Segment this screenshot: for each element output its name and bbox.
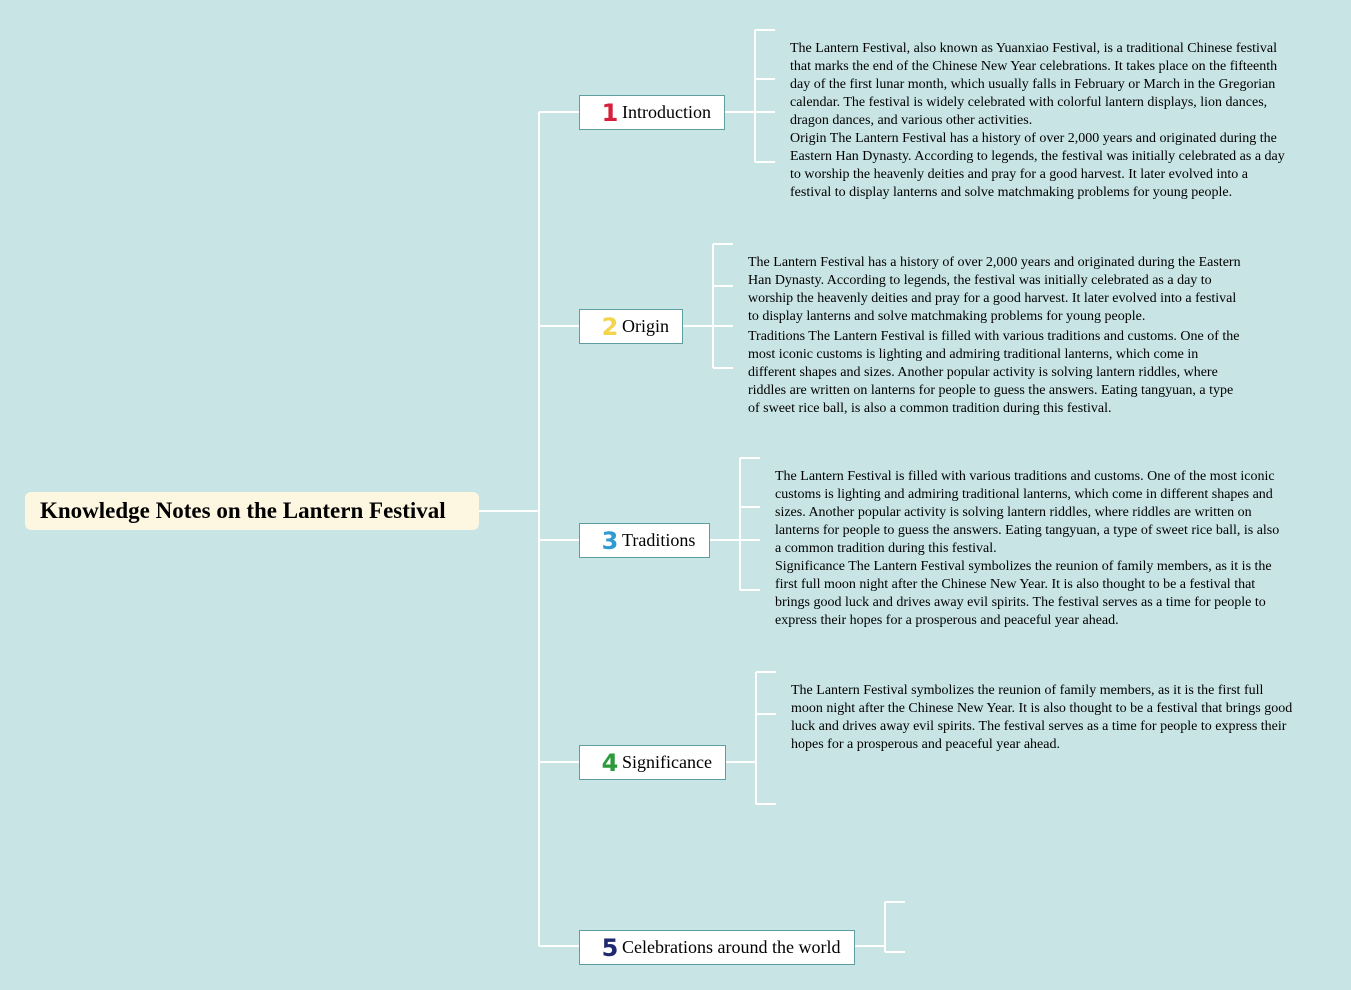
traditions-note-2: Significance The Lantern Festival symbolizes the reunion of family members, as it is the first full moon night after the Chinese New Year. It is also thought to be a festival that brings good luck and drives away evil spirits. The festival serves as a time for people to express their hopes for a prosperous and peaceful year ahead. — [775, 559, 1272, 628]
topic-traditions[interactable] — [579, 523, 710, 558]
central-topic-title: Knowledge Notes on the Lantern Festival — [40, 498, 446, 523]
topic-label: Celebrations around the world — [622, 937, 841, 957]
origin-note-1: The Lantern Festival has a history of over 2,000 years and originated during the Eastern Han Dynasty. According to legends, the festival was initially celebrated as a day to worship the heavenly deities and pray for a good harvest. It later evolved into a festival to display lanterns and solve matchmaking problems for young people. — [748, 255, 1241, 324]
topic-label: Origin — [622, 316, 669, 336]
topic-significance[interactable] — [579, 745, 726, 780]
topic-origin[interactable] — [579, 309, 683, 344]
topic-label: Traditions — [622, 530, 696, 550]
number-2-badge: 2 — [601, 312, 619, 341]
introduction-note-1: The Lantern Festival, also known as Yuanxiao Festival, is a traditional Chinese festival that marks the end of the Chinese New Year celebrations. It takes place on the fifteenth day of the first lunar month, which usually falls in February or March in the Gregorian calendar. The festival is widely celebrated with colorful lantern displays, lion dances, dragon dances, and various other activities. — [790, 41, 1278, 128]
central-topic[interactable] — [25, 492, 479, 530]
topic-celebrations-around-the-world[interactable] — [579, 930, 855, 965]
number-5-badge: 5 — [601, 933, 619, 962]
topic-label: Significance — [622, 752, 712, 772]
number-3-badge: 3 — [601, 526, 619, 555]
significance-note-1: The Lantern Festival symbolizes the reunion of family members, as it is the first full moon night after the Chinese New Year. It is also thought to be a festival that brings good luck and drives away evil spirits. The festival serves as a time for people to express their hopes for a prosperous and peaceful year ahead. — [791, 683, 1293, 752]
number-1-badge: 1 — [601, 98, 619, 127]
topic-introduction[interactable] — [579, 95, 725, 130]
topic-label: Introduction — [622, 102, 711, 122]
origin-note-2: Traditions The Lantern Festival is filled with various traditions and customs. One of the most iconic customs is lighting and admiring traditional lanterns, which come in different shapes and sizes. Another popular activity is solving lantern riddles, where riddles are written on lanterns for people to guess the answers. Eating tangyuan, a type of sweet rice ball, is also a common tradition during this festival. — [748, 329, 1240, 416]
number-4-badge: 4 — [601, 748, 619, 777]
traditions-note-1: The Lantern Festival is filled with various traditions and customs. One of the most iconic customs is lighting and admiring traditional lanterns, which come in different shapes and sizes. Another popular activity is solving lantern riddles, where riddles are written on lanterns for people to guess the answers. Eating tangyuan, a type of sweet rice ball, is also a common tradition during this festival. — [775, 469, 1280, 556]
introduction-note-2: Origin The Lantern Festival has a history of over 2,000 years and originated during the Eastern Han Dynasty. According to legends, the festival was initially celebrated as a day to worship the heavenly deities and pray for a good harvest. It later evolved into a festival to display lanterns and solve matchmaking problems for young people. — [790, 131, 1285, 200]
